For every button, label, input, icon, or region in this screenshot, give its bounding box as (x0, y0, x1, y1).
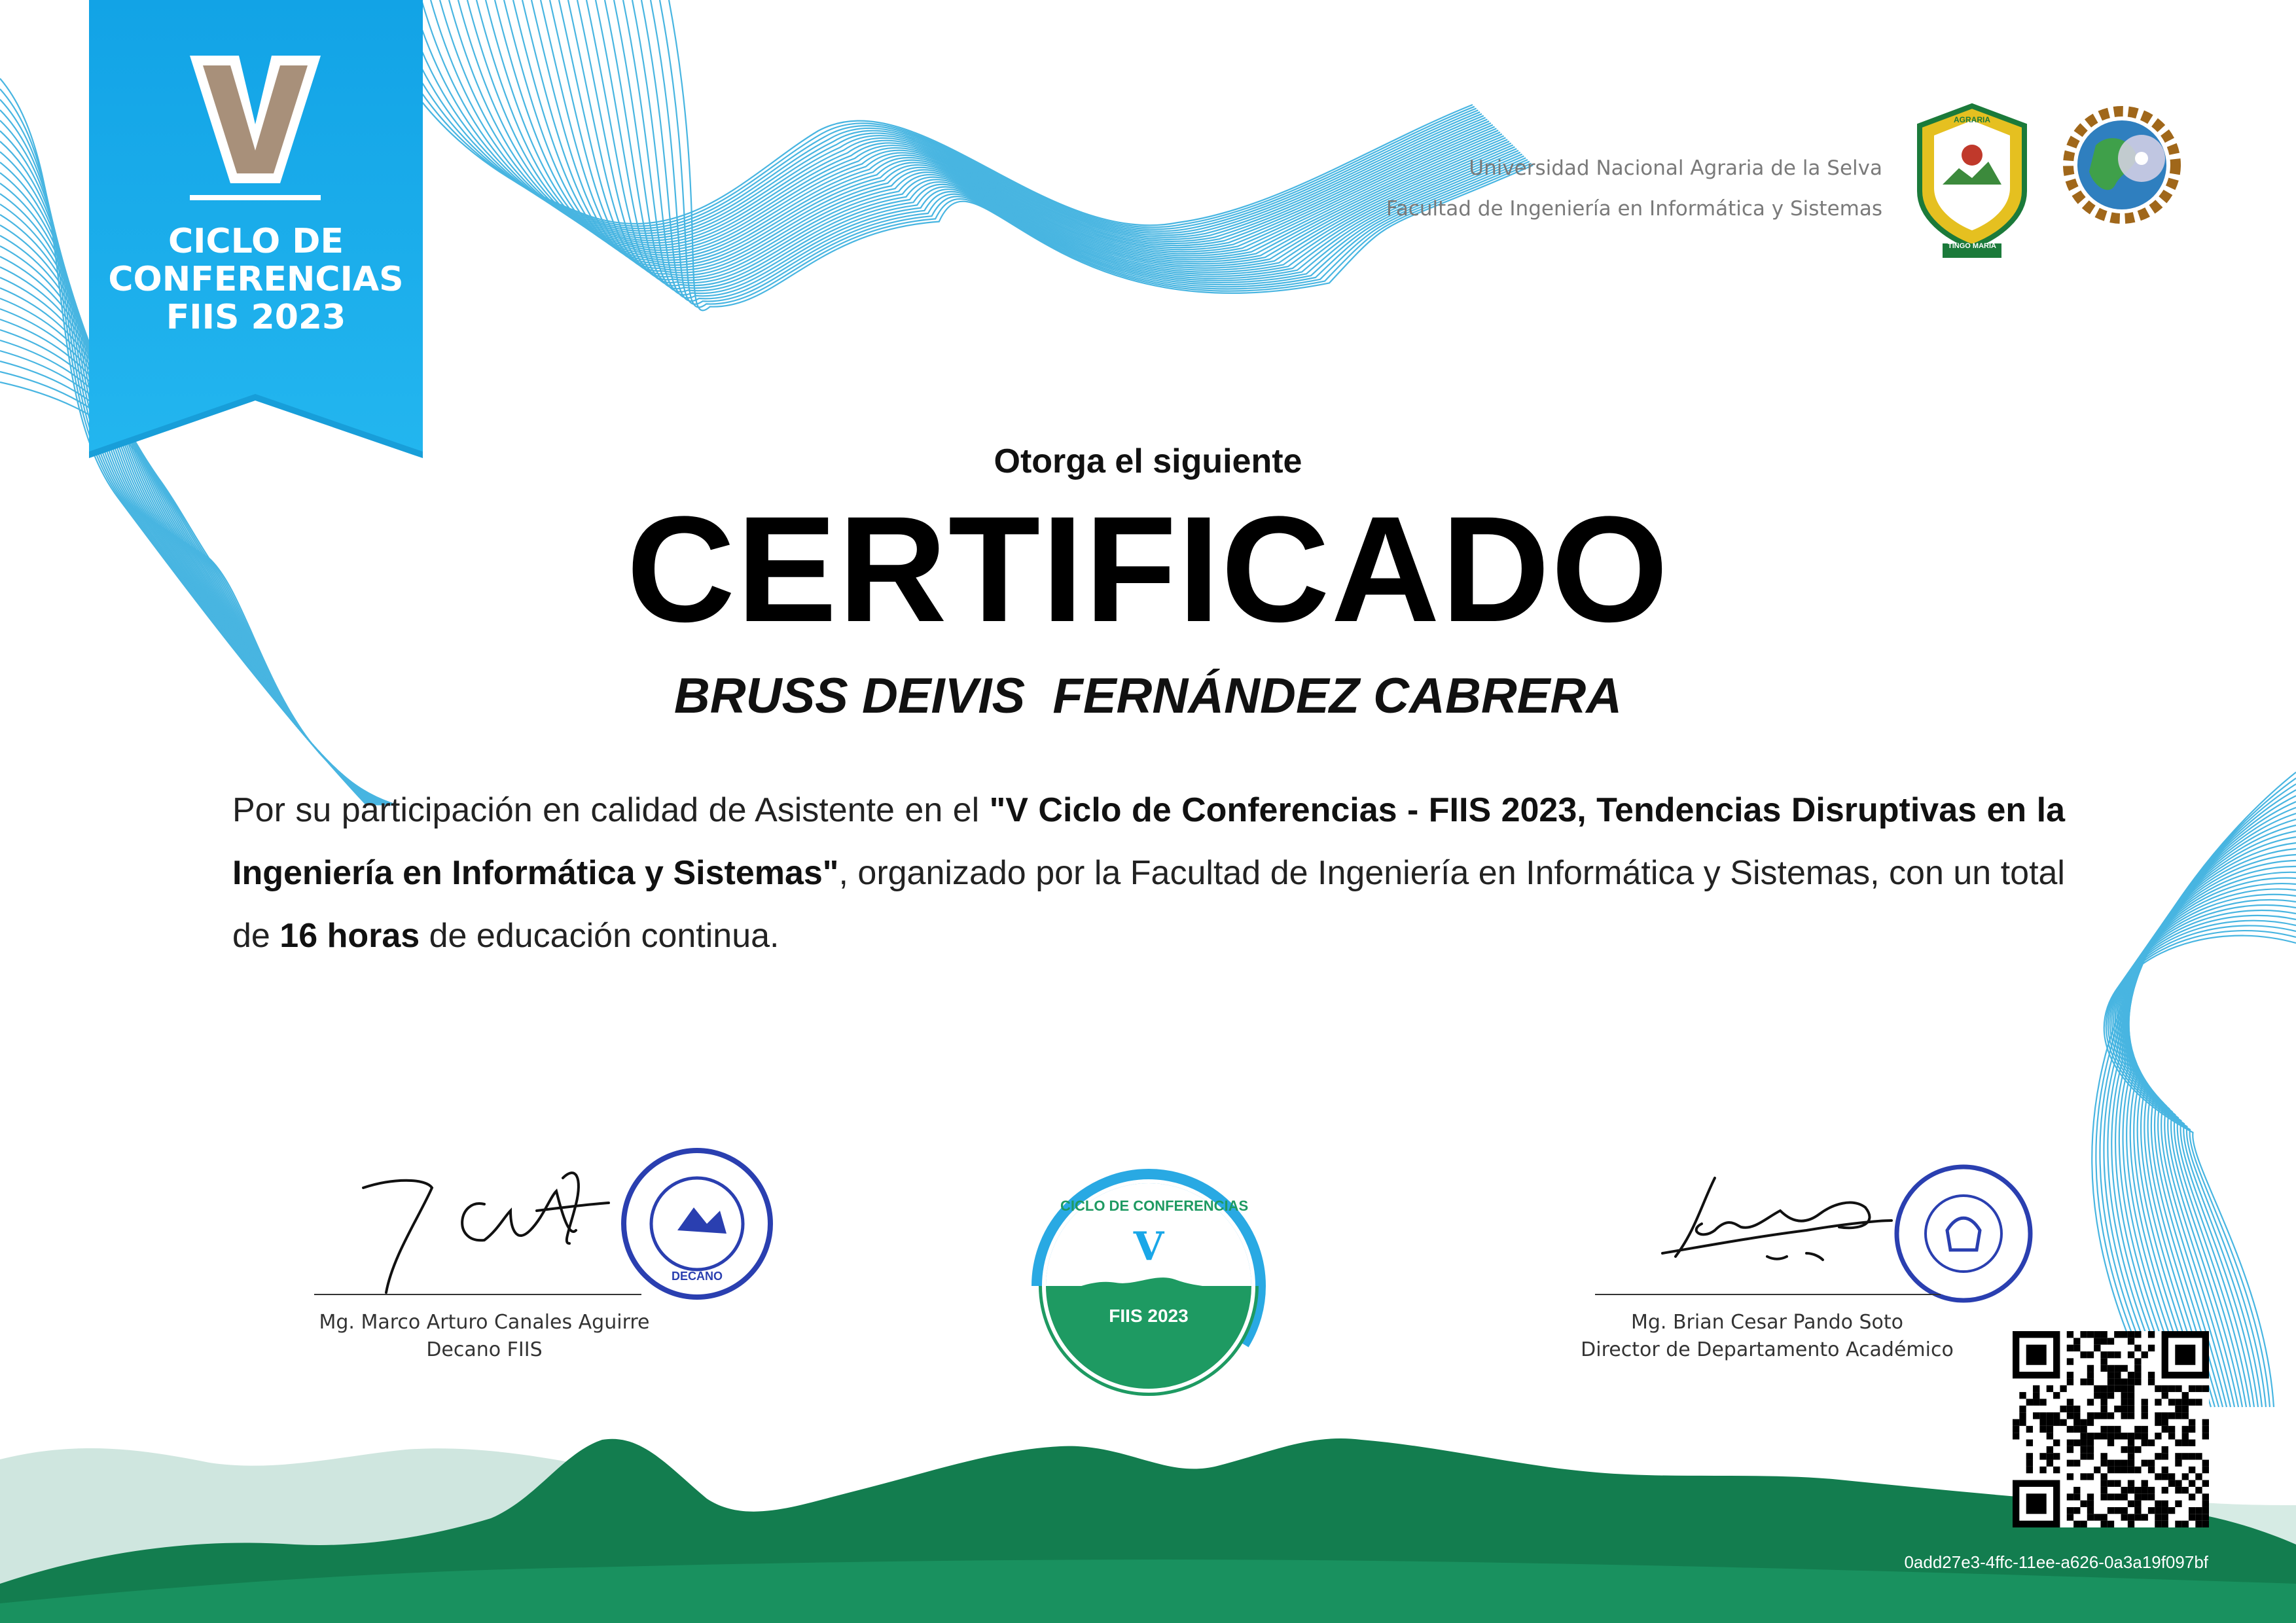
signature-line-1 (314, 1294, 641, 1295)
university-seal-icon (1920, 106, 2024, 258)
badge-line-1: CICLO DE (168, 222, 344, 261)
department-stamp (1897, 1167, 2030, 1300)
decorative-wave-lines-right (2092, 772, 2296, 1407)
signature-line-2 (1595, 1294, 1941, 1295)
signatory-2-role: Director de Departamento Académico (1581, 1338, 1954, 1361)
body-text-2: , organizado por la Facultad de Ingeniería en Informática y Sistemas, con un total de (232, 854, 2065, 955)
faculty-name: Facultad de Ingeniería en Informática y Sistemas (1386, 197, 1882, 221)
certificate-body (232, 779, 2065, 967)
university-header (1386, 148, 1882, 229)
certificate-title: CERTIFICADO (626, 485, 1670, 653)
decano-stamp-label: DECANO (671, 1270, 723, 1283)
university-name: Universidad Nacional Agraria de la Selva (1469, 156, 1882, 180)
seal-caption-top: AGRARIA (1954, 115, 1990, 124)
body-text-3: de educación continua. (420, 917, 780, 955)
body-text-1: Por su participación en calidad de Asistente en el (232, 791, 990, 829)
signatory-1-role: Decano FIIS (426, 1338, 543, 1361)
qr-code[interactable] (2013, 1331, 2209, 1527)
certificate-intro: Otorga el siguiente (994, 442, 1302, 480)
body-event-name: "V Ciclo de Conferencias - FIIS 2023, Tendencias Disruptivas en la Ingeniería en Informática y Sistemas" (232, 791, 2065, 892)
event-logo-arc-text: CICLO DE CONFERENCIAS (1060, 1198, 1249, 1214)
verification-code: 0add27e3-4ffc-11ee-a626-0a3a19f097bf (1904, 1552, 2208, 1572)
signature-2 (1662, 1178, 1892, 1260)
faculty-globe-gear-icon (2068, 111, 2176, 219)
event-logo-year: FIIS 2023 (1109, 1306, 1189, 1326)
seal-caption: TINGO MARIA (1948, 242, 1996, 250)
event-badge (89, 223, 423, 336)
signatory-2-name: Mg. Brian Cesar Pando Soto (1630, 1311, 1904, 1334)
signatory-1 (288, 1309, 681, 1364)
recipient-name: BRUSS DEIVIS FERNÁNDEZ CABRERA (673, 668, 1623, 724)
badge-line-3: FIIS 2023 (166, 298, 346, 337)
signatory-2 (1571, 1309, 1964, 1364)
event-logo-numeral: V (1133, 1224, 1164, 1270)
decorative-wave-lines-top (367, 0, 1533, 310)
badge-line-2: CONFERENCIAS (108, 260, 404, 299)
body-hours: 16 horas (279, 917, 420, 955)
signature-1 (363, 1173, 609, 1293)
signatory-1-name: Mg. Marco Arturo Canales Aguirre (319, 1311, 650, 1334)
